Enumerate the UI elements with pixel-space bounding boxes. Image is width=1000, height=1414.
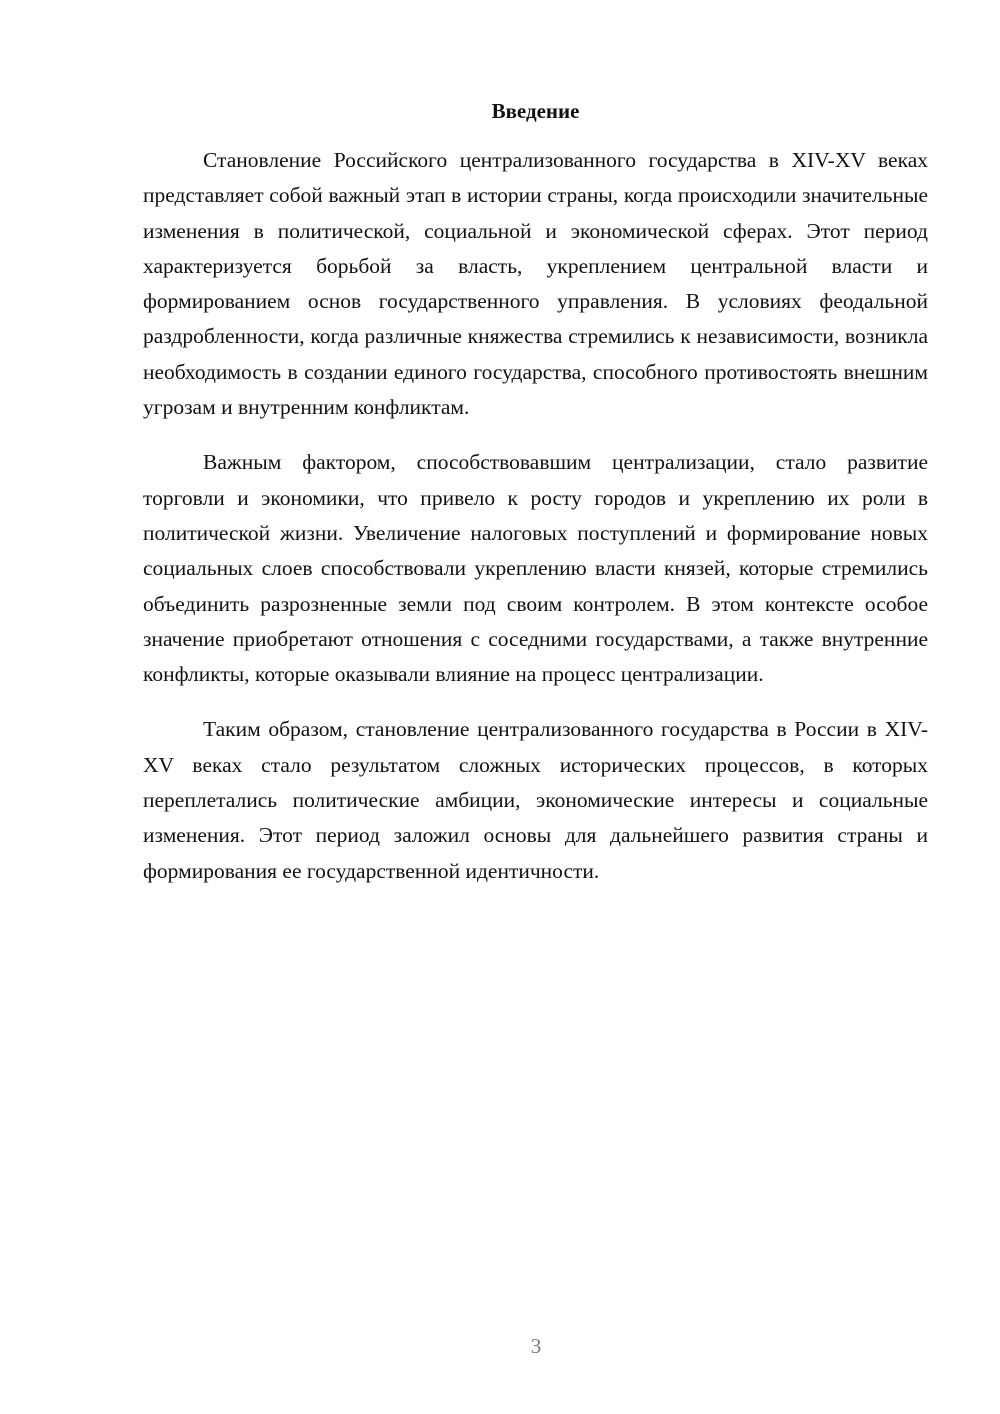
page-number: 3 <box>530 1334 542 1358</box>
section-heading: Введение <box>491 99 580 123</box>
paragraph-3: Таким образом, становление централизованного государства в России в XIV-XV веках стало результатом сложных исторических процессов, в которых переплетались политические амбиции, экономические интересы и социальные изменения. Этот период заложил основы для дальнейшего развития страны и формирования ее государственной идентичности. <box>143 717 928 883</box>
paragraph-2: Важным фактором, способствовавшим централизации, стало развитие торговли и экономики, что привело к росту городов и укреплению их роли в политической жизни. Увеличение налоговых поступлений и формирование новых социальных слоев способствовали укреплению власти князей, которые стремились объединить разрозненные земли под своим контролем. В этом контексте особое значение приобретают отношения с соседними государствами, а также внутренние конфликты, которые оказывали влияние на процесс централизации. <box>143 450 928 687</box>
body-text <box>143 143 928 909</box>
paragraph-1: Становление Российского централизованного государства в XIV-XV веках представляет собой важный этап в истории страны, когда происходили значительные изменения в политической, социальной и экономической сферах. Этот период характеризуется борьбой за власть, укреплением центральной власти и формированием основ государственного управления. В условиях феодальной раздробленности, когда различные княжества стремились к независимости, возникла необходимость в создании единого государства, способного противостоять внешним угрозам и внутренним конфликтам. <box>143 148 928 420</box>
